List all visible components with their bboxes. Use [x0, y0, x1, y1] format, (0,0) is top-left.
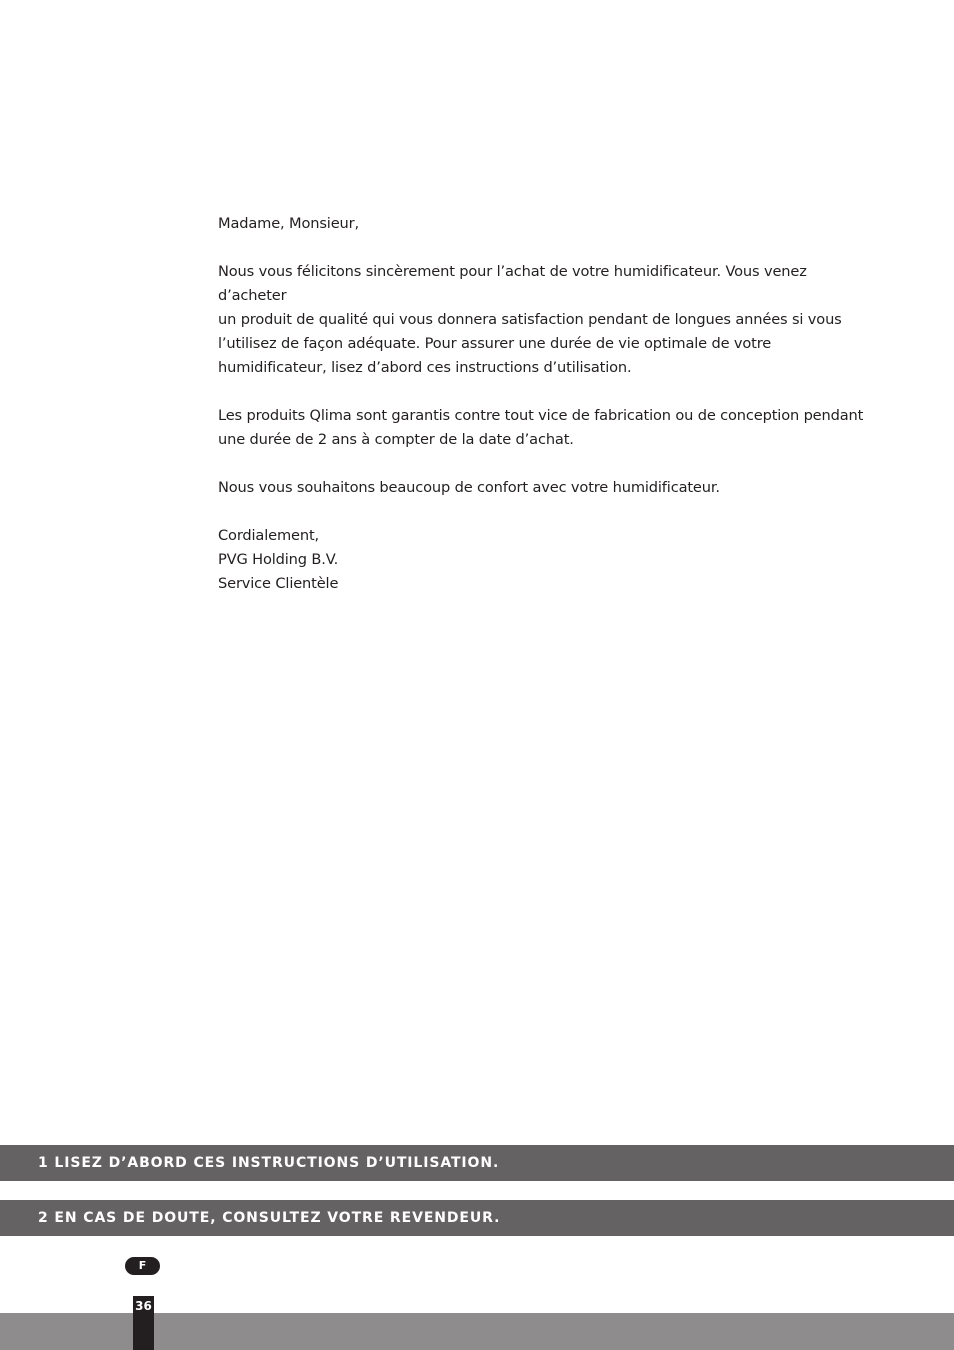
closing: Cordialement,	[218, 527, 320, 544]
letter-body	[218, 212, 878, 620]
wishes-paragraph: Nous vous souhaitons beaucoup de confort avec votre humidificateur.	[218, 479, 720, 496]
department-name: Service Clientèle	[218, 575, 339, 592]
intro-line: un produit de qualité qui vous donnera satisfaction pendant de longues années si vous	[218, 311, 842, 328]
warranty-line: Les produits Qlima sont garantis contre tout vice de fabrication ou de conception pendant	[218, 407, 864, 424]
intro-paragraph	[218, 260, 878, 380]
signature-block	[218, 524, 878, 596]
salutation: Madame, Monsieur,	[218, 215, 359, 232]
instruction-banner-2: 2 EN CAS DE DOUTE, CONSULTEZ VOTRE REVENDEUR.	[0, 1200, 954, 1236]
intro-line: Nous vous félicitons sincèrement pour l’achat de votre humidificateur. Vous venez d’acheter	[218, 263, 807, 304]
company-name: PVG Holding B.V.	[218, 551, 339, 568]
instruction-banner-1: 1 LISEZ D’ABORD CES INSTRUCTIONS D’UTILISATION.	[0, 1145, 954, 1181]
page-number: 36	[133, 1296, 154, 1350]
language-badge: F	[125, 1257, 160, 1275]
warranty-line: une durée de 2 ans à compter de la date d’achat.	[218, 431, 574, 448]
intro-line: humidificateur, lisez d’abord ces instructions d’utilisation.	[218, 359, 632, 376]
intro-line: l’utilisez de façon adéquate. Pour assurer une durée de vie optimale de votre	[218, 335, 772, 352]
warranty-paragraph	[218, 404, 878, 452]
